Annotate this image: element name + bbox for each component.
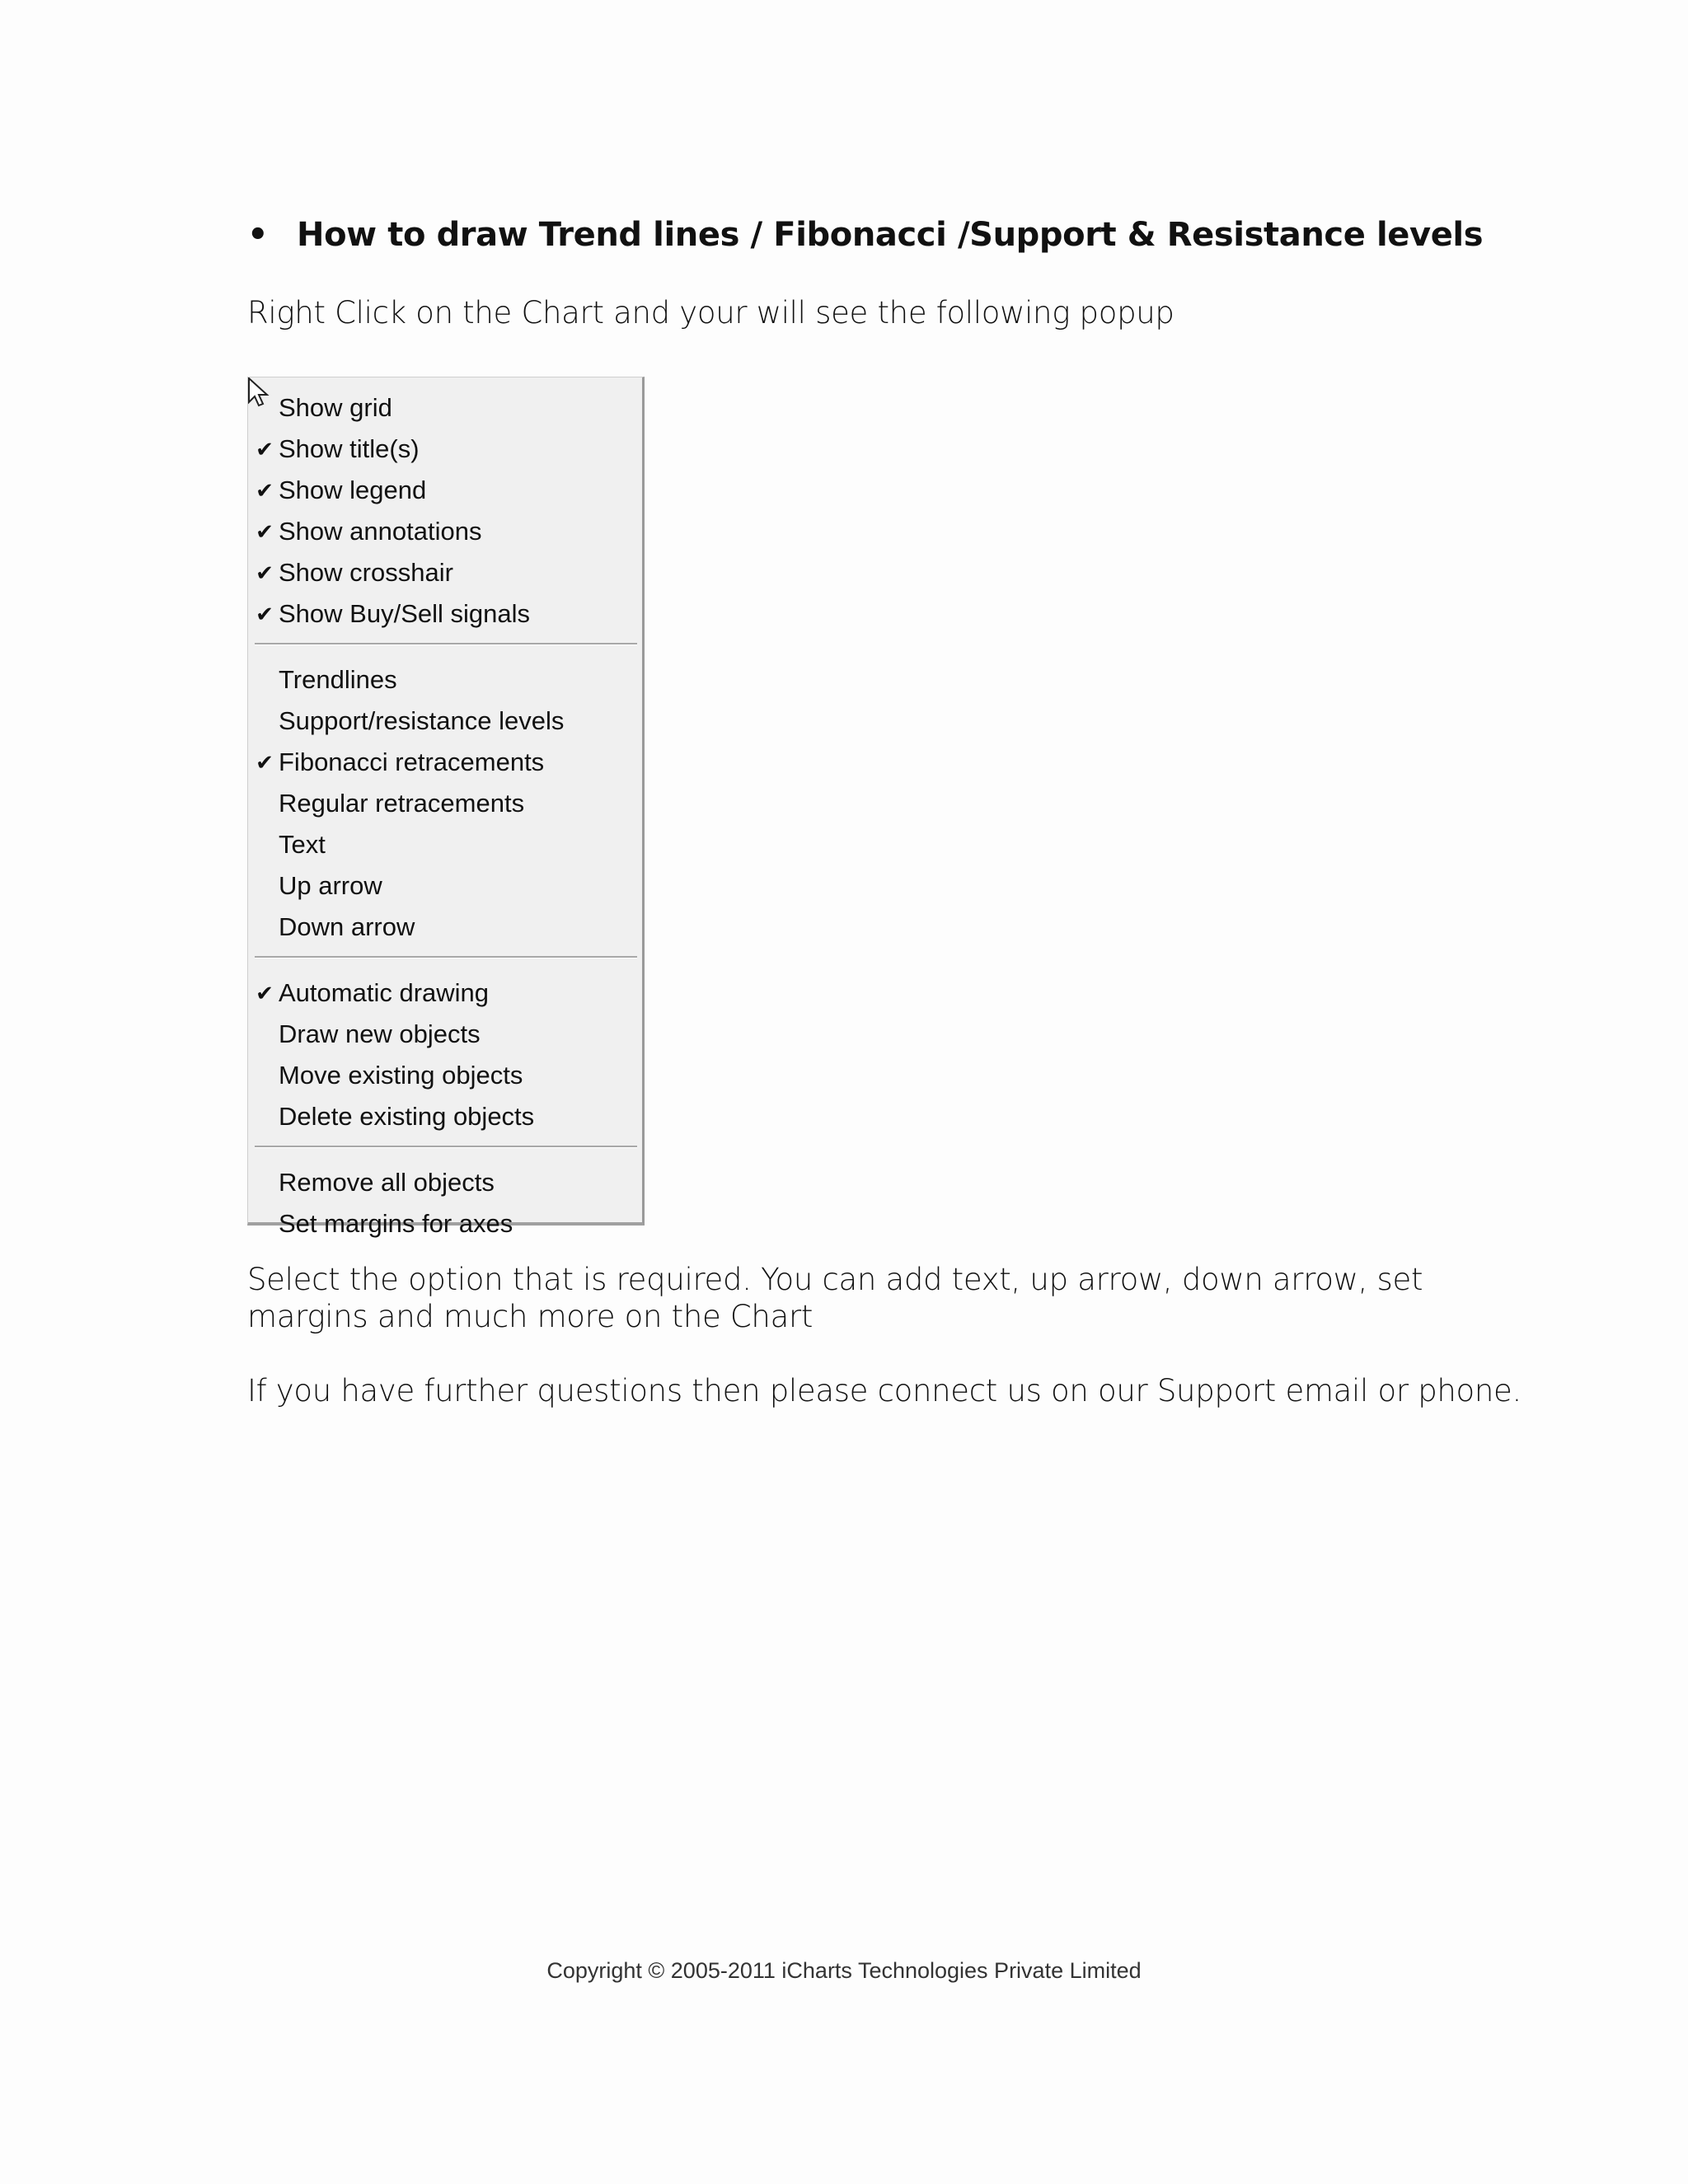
menu-item-label: Draw new objects <box>279 1019 481 1048</box>
checkmark-icon: ✔ <box>256 478 274 503</box>
menu-item-set-margins-for-axes[interactable] <box>248 1203 635 1244</box>
menu-item-remove-all-objects[interactable] <box>248 1162 635 1203</box>
menu-item-label: Show title(s) <box>279 434 420 463</box>
menu-item-regular-retracements[interactable] <box>248 783 635 824</box>
menu-item-label: Trendlines <box>279 665 397 694</box>
copyright-footer: Copyright © 2005-2011 iCharts Technologies Private Limited <box>546 1958 1142 1983</box>
menu-item-trendlines[interactable] <box>248 659 635 701</box>
checkmark-icon: ✔ <box>256 560 274 585</box>
menu-item-support-resistance-levels[interactable] <box>248 701 635 742</box>
checkmark-icon: ✔ <box>256 750 274 775</box>
menu-item-show-annotations[interactable] <box>248 511 635 552</box>
page-heading: How to draw Trend lines / Fibonacci /Support & Resistance levels <box>297 216 1484 254</box>
menu-separator <box>255 956 637 958</box>
menu-item-label: Support/resistance levels <box>279 706 565 735</box>
menu-item-label: Show Buy/Sell signals <box>279 599 530 628</box>
menu-item-move-existing-objects[interactable] <box>248 1055 635 1096</box>
menu-item-show-crosshair[interactable] <box>248 552 635 593</box>
heading-bullet: • <box>247 216 269 254</box>
menu-item-label: Fibonacci retracements <box>279 748 545 776</box>
select-text-line1: Select the option that is required. You can add text, up arrow, down arrow, set <box>247 1262 1423 1297</box>
menu-separator <box>255 643 637 645</box>
select-text-line2: margins and much more on the Chart <box>247 1299 814 1334</box>
checkmark-icon: ✔ <box>256 437 274 462</box>
menu-item-label: Show crosshair <box>279 558 453 587</box>
menu-item-label: Regular retracements <box>279 789 525 818</box>
menu-item-label: Down arrow <box>279 912 415 941</box>
menu-item-label: Text <box>279 830 326 859</box>
intro-text: Right Click on the Chart and your will see the following popup <box>247 295 1175 330</box>
menu-item-delete-existing-objects[interactable] <box>248 1096 635 1137</box>
checkmark-icon: ✔ <box>256 981 274 1005</box>
menu-item-show-buy-sell-signals[interactable] <box>248 593 635 635</box>
menu-item-show-title-s[interactable] <box>248 429 635 470</box>
menu-item-label: Show legend <box>279 476 427 504</box>
menu-item-fibonacci-retracements[interactable] <box>248 742 635 783</box>
menu-item-up-arrow[interactable] <box>248 865 635 907</box>
menu-item-label: Set margins for axes <box>279 1209 513 1238</box>
menu-item-down-arrow[interactable] <box>248 907 635 948</box>
menu-item-label: Show grid <box>279 393 392 422</box>
questions-text: If you have further questions then please connect us on our Support email or phone. <box>247 1373 1522 1408</box>
menu-item-label: Automatic drawing <box>279 978 490 1007</box>
menu-item-label: Remove all objects <box>279 1168 495 1197</box>
menu-item-show-legend[interactable] <box>248 470 635 511</box>
menu-item-automatic-drawing[interactable] <box>248 972 635 1014</box>
menu-item-text[interactable] <box>248 824 635 865</box>
context-menu <box>247 377 645 1238</box>
menu-item-draw-new-objects[interactable] <box>248 1014 635 1055</box>
menu-separator <box>255 1146 637 1148</box>
menu-item-show-grid[interactable] <box>248 387 635 429</box>
menu-item-label: Delete existing objects <box>279 1102 535 1131</box>
menu-item-label: Show annotations <box>279 517 482 546</box>
checkmark-icon: ✔ <box>256 602 274 626</box>
checkmark-icon: ✔ <box>256 519 274 544</box>
menu-item-label: Up arrow <box>279 871 382 900</box>
menu-item-label: Move existing objects <box>279 1061 523 1090</box>
